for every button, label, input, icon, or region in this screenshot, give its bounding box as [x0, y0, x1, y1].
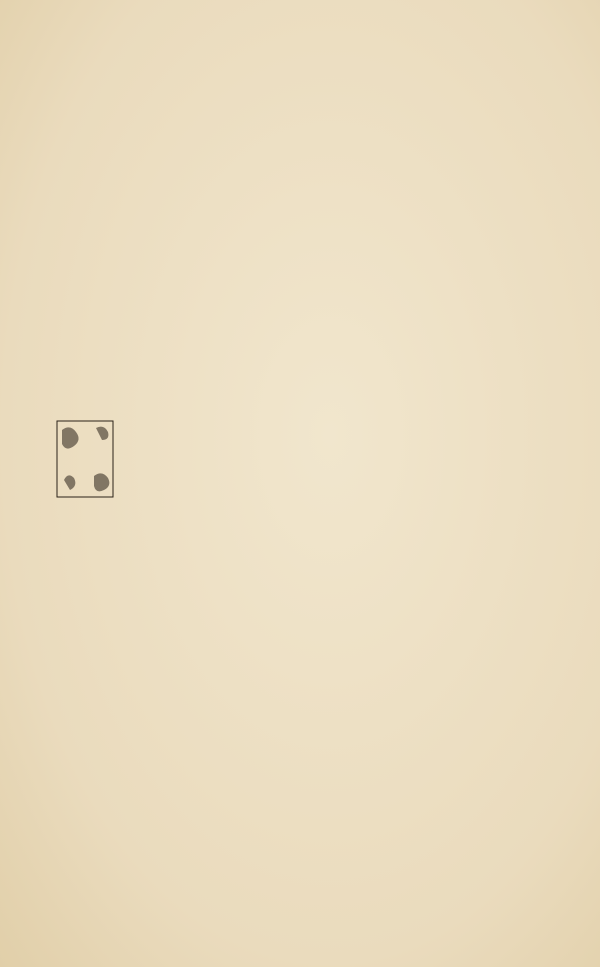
decorated-initial [56, 420, 114, 498]
initial-letter [56, 420, 114, 498]
ornament-band [58, 200, 466, 262]
